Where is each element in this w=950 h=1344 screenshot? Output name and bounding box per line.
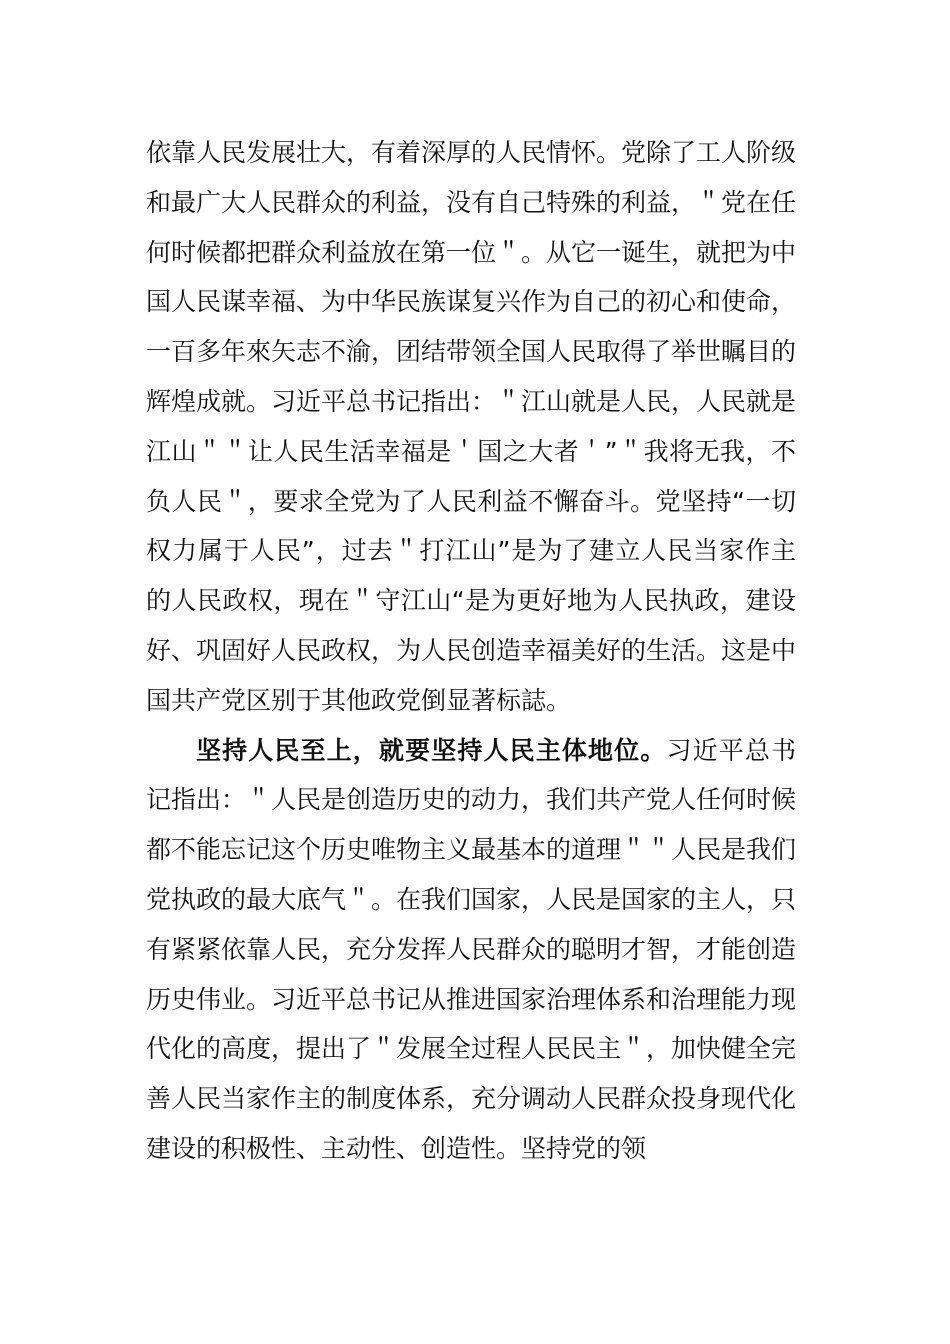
paragraph-bold-lead: 坚持人民至上，就要坚持人民主体地位。 <box>196 735 667 765</box>
paragraph-text: 习近平总书记指出：＂人民是创造历史的动力，我们共产党人任何时候都不能忘记这个历史唯物主义最基本的道理＂＂人民是我们党执政的最大底气＂。在我们国家，人民是国家的主人，只有紧紧依靠人民，充分发挥人民群众的聪明才智，才能创造历史伟业。习近平总书记从推进国家治理体系和治理能力现代化的高度，提出了＂发展全过程人民民主＂，加快健全完善人民当家作主的制度体系，充分调动人民群众投身现代化建设的积极性、主动性、创造性。坚持党的领 <box>146 735 797 1163</box>
paragraph-people-subject-status <box>146 726 796 1174</box>
paragraph-continuation <box>146 128 796 726</box>
document-body <box>146 128 796 1174</box>
paragraph-text: 依靠人民发展壮大，有着深厚的人民情怀。党除了工人阶级和最广大人民群众的利益，没有自己特殊的利益，＂党在任何时候都把群众利益放在第一位＂。从它一诞生，就把为中国人民谋幸福、为中华民族谋复兴作为自己的初心和使命，一百多年來矢志不渝，团结带领全国人民取得了举世瞩目的辉煌成就。习近平总书记指出：＂江山就是人民，人民就是江山＂＂让人民生活幸福是＇国之大者＇”＂我将无我，不负人民＂，要求全党为了人民利益不懈奋斗。党坚持“一切权力属于人民”，过去＂打江山”是为了建立人民当家作主的人民政权，現在＂守江山“是为更好地为人民执政，建设好、巩固好人民政权，为人民创造幸福美好的生活。这是中国共产党区别于其他政党倒显著标誌。 <box>146 138 797 715</box>
